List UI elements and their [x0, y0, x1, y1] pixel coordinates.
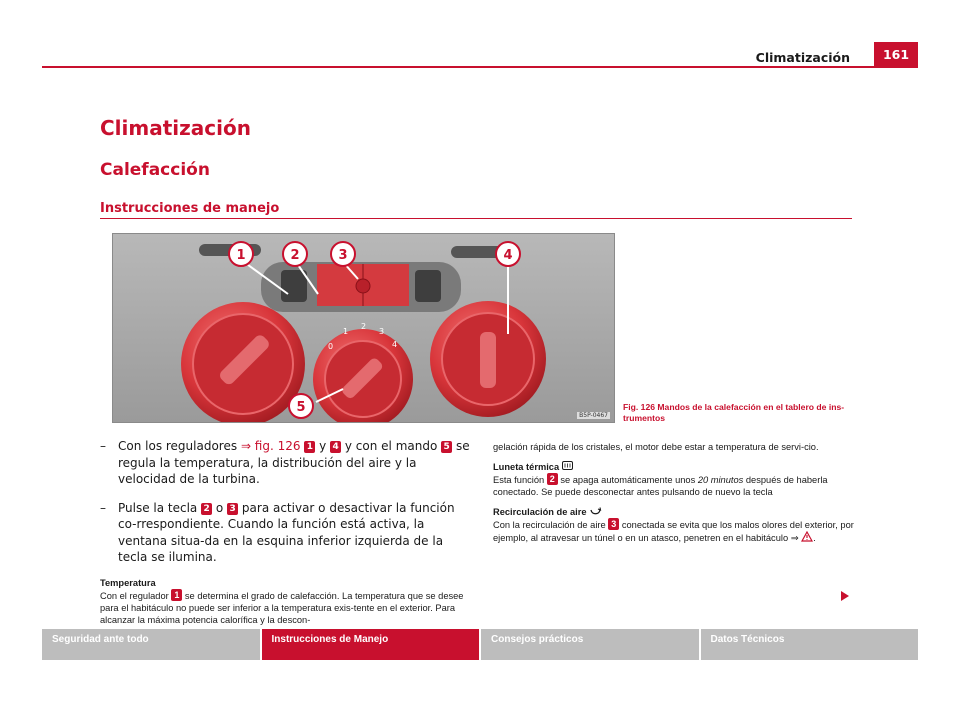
svg-text:3: 3	[338, 248, 348, 263]
heater-controls-illustration	[113, 234, 615, 423]
center-knob	[356, 279, 370, 293]
fan-label-1: 1	[343, 327, 349, 336]
recirculation-heading: Recirculación de aire	[493, 507, 855, 517]
footer-tab-datos[interactable]: Datos Técnicos	[701, 629, 919, 660]
recirculation-icon	[589, 507, 602, 516]
svg-text:4: 4	[503, 248, 513, 263]
temperature-paragraph: Con el regulador 1 se determina el grado de calefacción. La temperatura que se desee para el habitáculo no puede ser inferior a la temperatura exis-tente en el exterior. Para alcanzar la máxima potencia calorífica y la descon-	[100, 589, 464, 625]
ref-badge-5: 5	[441, 441, 452, 453]
callout-5	[289, 394, 313, 418]
callout-4	[496, 242, 520, 266]
ref-badge-1: 1	[304, 441, 315, 453]
svg-text:5: 5	[296, 400, 306, 415]
svg-text:1: 1	[236, 248, 246, 263]
instruction-step-1: – Con los reguladores ⇒ fig. 126 1 y 4 y con el mando 5 se regula la temperatura, la distribución del aire y la velocidad de la turbina.	[100, 439, 470, 486]
chapter-title: Climatización	[100, 116, 251, 140]
ref-badge-3: 3	[227, 503, 238, 515]
figure-link[interactable]: ⇒ fig. 126	[240, 439, 301, 453]
right-seat-button	[415, 270, 441, 302]
dial-temperature	[181, 302, 305, 423]
continue-arrow-icon	[841, 591, 849, 601]
ref-badge-3: 3	[608, 518, 619, 530]
footer-nav	[42, 629, 918, 660]
rear-defrost-heading: Luneta térmica	[493, 461, 855, 472]
heater-controls-figure	[112, 233, 615, 423]
instruction-step-2: – Pulse la tecla 2 o 3 para activar o desactivar la función co-rrespondiente. Cuando la función está activa, la ventana situa-da en la esquina inferior izquierda de la tecla se ilumina.	[100, 500, 455, 564]
right-column	[493, 441, 855, 552]
fan-label-4: 4	[392, 340, 398, 349]
continued-paragraph: gelación rápida de los cristales, el motor debe estar a temperatura de servi-cio.	[493, 442, 819, 452]
fan-label-0: 0	[328, 342, 334, 351]
page-number: 161	[874, 42, 918, 68]
callout-3	[331, 242, 355, 266]
callout-2	[283, 242, 307, 266]
rear-defrost-icon	[562, 461, 573, 471]
footer-tab-seguridad[interactable]: Seguridad ante todo	[42, 629, 260, 660]
footer-tab-consejos[interactable]: Consejos prácticos	[481, 629, 699, 660]
header-rule	[42, 66, 918, 68]
subsection-rule	[100, 218, 852, 219]
left-seat-button	[281, 270, 307, 302]
temperature-heading: Temperatura	[100, 577, 156, 588]
fan-label-2: 2	[361, 322, 367, 331]
ref-badge-4: 4	[330, 441, 341, 453]
warning-icon[interactable]	[801, 531, 813, 542]
fan-label-3: 3	[379, 327, 385, 336]
dial-air-distribution	[430, 301, 546, 417]
section-title: Calefacción	[100, 160, 210, 180]
recirculation-paragraph: Con la recirculación de aire 3 conectada se evita que los malos olores del exterior, por ejemplo, al atravesar un túnel o en un atasco, penetren en el habitáculo ⇒ .	[493, 518, 854, 543]
figure-code: B5P-0467	[579, 412, 608, 419]
ref-badge-1: 1	[171, 589, 182, 601]
figure-caption: Fig. 126 Mandos de la calefacción en el tablero de ins- trumentos	[623, 402, 845, 423]
footer-tab-instrucciones[interactable]: Instrucciones de Manejo	[262, 629, 480, 660]
left-column	[100, 438, 472, 626]
callout-1	[229, 242, 253, 266]
header-title: Climatización	[755, 50, 850, 65]
ref-badge-2: 2	[547, 473, 558, 485]
subsection-title: Instrucciones de manejo	[100, 201, 280, 216]
svg-text:2: 2	[290, 248, 300, 263]
ref-badge-2: 2	[201, 503, 212, 515]
rear-defrost-paragraph: Esta función 2 se apaga automáticamente unos 20 minutos después de haberla conectado. Se puede desconectar antes pulsando de nuevo la tecla	[493, 474, 828, 498]
